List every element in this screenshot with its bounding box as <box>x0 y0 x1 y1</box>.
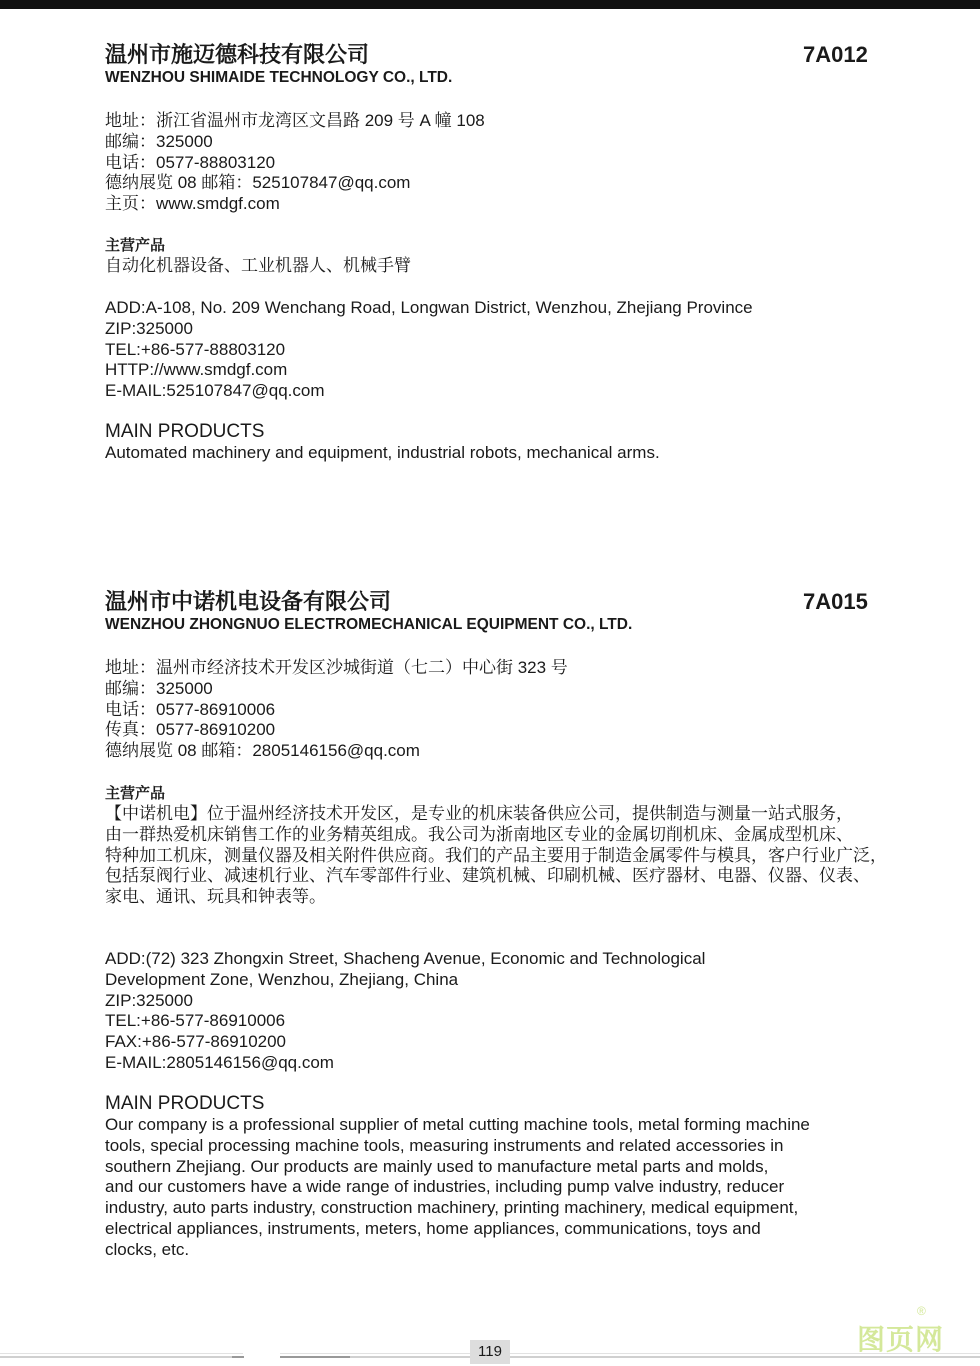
products-line: Automated machinery and equipment, industrial robots, mechanical arms. <box>105 443 660 462</box>
info-line: 主页：www.smdgf.com <box>105 194 280 214</box>
products-line: 家电、通讯、玩具和钟表等。 <box>105 887 326 907</box>
company-name-en: WENZHOU ZHONGNUO ELECTROMECHANICAL EQUIPMENT CO., LTD. <box>105 616 633 633</box>
contact-info-en <box>105 298 753 402</box>
products-line: tools, special processing machine tools, measuring instruments and related accessories in <box>105 1135 784 1155</box>
products-heading-en: MAIN PRODUCTS <box>105 1093 265 1114</box>
products-line: 【中诺机电】位于温州经济技术开发区，是专业的机床装备供应公司，提供制造与测量一站式服务， <box>105 804 853 823</box>
info-line: 地址：浙江省温州市龙湾区文昌路 209 号 A 幢 108 <box>105 111 485 130</box>
info-line: 邮编：325000 <box>105 678 213 698</box>
products-line: 自动化机器设备、工业机器人、机械手臂 <box>105 256 411 275</box>
contact-info-cn <box>105 111 485 215</box>
products-line: 包括泵阀行业、减速机行业、汽车零部件行业、建筑机械、印刷机械、医疗器材、电器、仪器、仪表、 <box>105 866 870 886</box>
info-line: 传真：0577-86910200 <box>105 720 276 740</box>
registered-mark: ® <box>917 1304 926 1318</box>
contact-info-cn <box>105 658 568 762</box>
products-line: and our customers have a wide range of industries, including pump valve industry, reducer <box>105 1177 785 1197</box>
watermark-logo: 图页网 <box>857 1324 945 1355</box>
info-line: ADD:A-108, No. 209 Wenchang Road, Longwan District, Wenzhou, Zhejiang Province <box>105 298 753 317</box>
top-rule <box>0 0 980 9</box>
products-cn <box>105 256 411 277</box>
info-line: E-MAIL:2805146156@qq.com <box>105 1052 334 1072</box>
products-cn <box>105 804 887 908</box>
info-line: 电话：0577-86910006 <box>105 699 276 719</box>
info-line: E-MAIL:525107847@qq.com <box>105 381 325 401</box>
products-en <box>105 443 660 464</box>
info-line: TEL:+86-577-86910006 <box>105 1011 286 1031</box>
products-heading-cn: 主营产品 <box>105 785 166 802</box>
info-line: 德纳展览 08 邮箱：525107847@qq.com <box>105 173 411 193</box>
products-line: industry, auto parts industry, construction machinery, printing machinery, medical equipment, <box>105 1198 799 1218</box>
products-en <box>105 1115 810 1261</box>
products-heading-cn: 主营产品 <box>105 237 166 254</box>
info-line: 地址：温州市经济技术开发区沙城街道（七二）中心街 323 号 <box>105 658 568 677</box>
footer-rule-right-accent <box>280 1356 350 1358</box>
products-line: clocks, etc. <box>105 1239 190 1259</box>
company-name-en: WENZHOU SHIMAIDE TECHNOLOGY CO., LTD. <box>105 69 453 86</box>
products-line: 特种加工机床，测量仪器及相关附件供应商。我们的产品主要用于制造金属零件与模具，客户行业广泛， <box>105 845 887 865</box>
info-line: ZIP:325000 <box>105 318 193 338</box>
info-line: 电话：0577-88803120 <box>105 152 276 172</box>
company-name-cn: 温州市施迈德科技有限公司 <box>105 42 370 67</box>
info-line: ADD:(72) 323 Zhongxin Street, Shacheng Avenue, Economic and Technological <box>105 949 706 968</box>
info-line: 邮编：325000 <box>105 131 213 151</box>
footer-rule-left <box>0 1356 243 1358</box>
page-number: 119 <box>470 1340 510 1364</box>
products-line: electrical appliances, instruments, meters, home appliances, communications, toys and <box>105 1218 761 1238</box>
info-line: 德纳展览 08 邮箱：2805146156@qq.com <box>105 741 420 761</box>
company-name-cn: 温州市中诺机电设备有限公司 <box>105 589 392 614</box>
products-heading-en: MAIN PRODUCTS <box>105 421 265 442</box>
booth-number: 7A015 <box>803 589 868 614</box>
contact-info-en <box>105 949 705 1074</box>
products-line: southern Zhejiang. Our products are mainly used to manufacture metal parts and molds, <box>105 1156 769 1176</box>
info-line: FAX:+86-577-86910200 <box>105 1032 287 1052</box>
info-line: HTTP://www.smdgf.com <box>105 360 288 380</box>
info-line: ZIP:325000 <box>105 990 193 1010</box>
footer-rule-left-accent <box>232 1356 244 1358</box>
booth-number: 7A012 <box>803 42 868 67</box>
info-line: TEL:+86-577-88803120 <box>105 339 286 359</box>
products-line: Our company is a professional supplier of metal cutting machine tools, metal forming machine <box>105 1115 810 1134</box>
footer-rule-left <box>0 1353 243 1354</box>
products-line: 由一群热爱机床销售工作的业务精英组成。我公司为浙南地区专业的金属切削机床、金属成型机床、 <box>105 824 853 844</box>
info-line: Development Zone, Wenzhou, Zhejiang, China <box>105 969 459 989</box>
